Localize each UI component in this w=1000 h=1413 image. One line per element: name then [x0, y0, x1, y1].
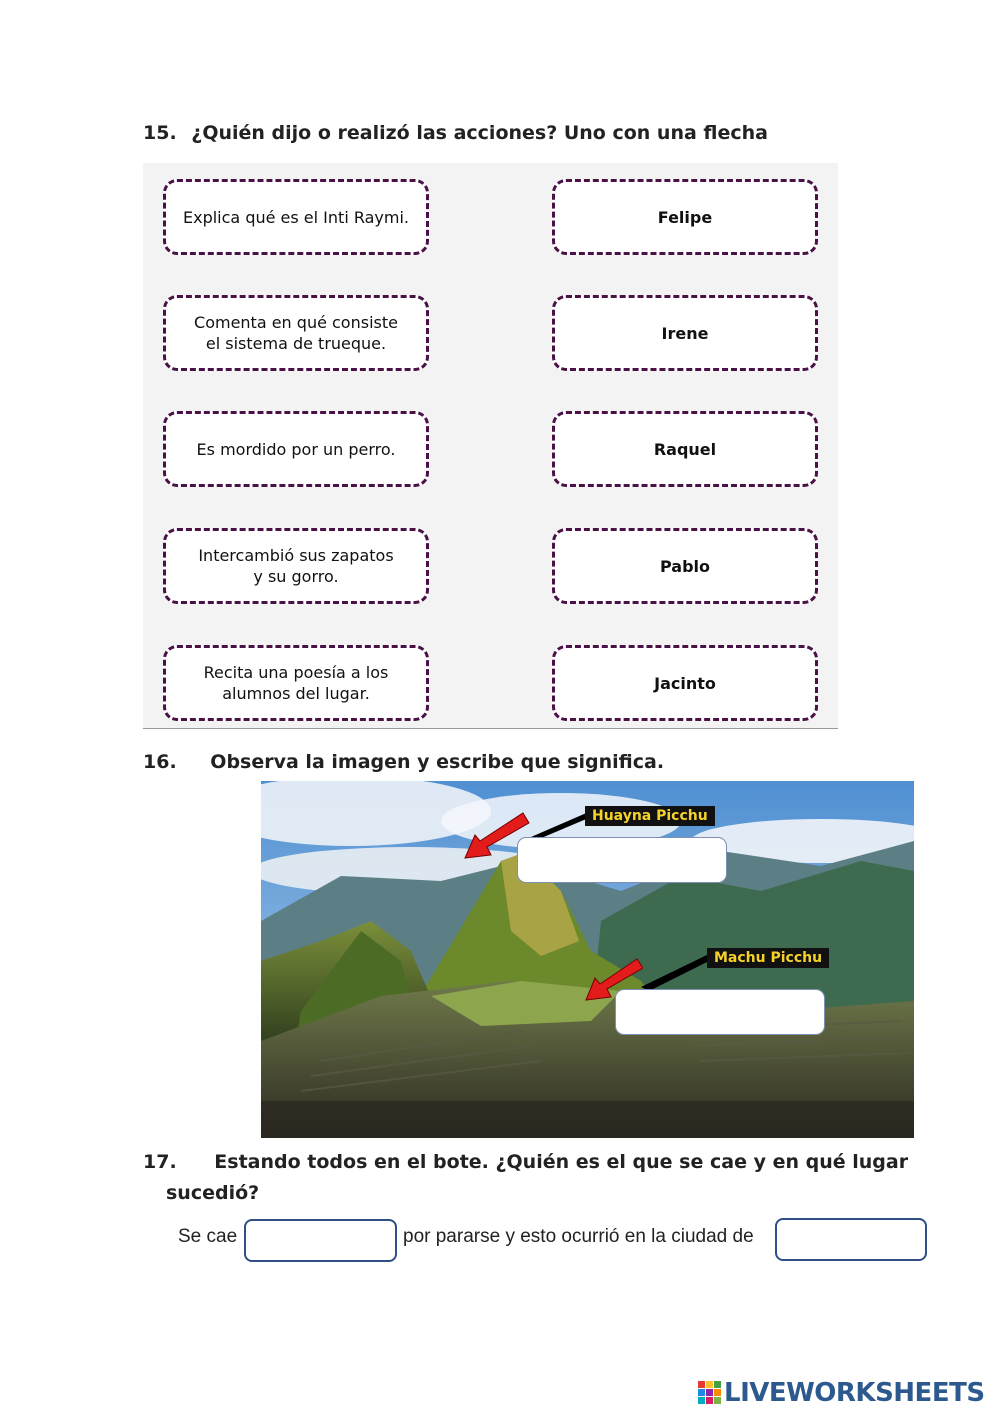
action-card-4[interactable]: Intercambió sus zapatos y su gorro. — [163, 528, 429, 604]
q17-number: 17. — [143, 1151, 177, 1173]
name-card-raquel[interactable]: Raquel — [552, 411, 818, 487]
city-field[interactable] — [775, 1218, 927, 1261]
brand-text: LIVEWORKSHEETS — [724, 1378, 985, 1408]
name-card-irene[interactable]: Irene — [552, 295, 818, 371]
action-card-3[interactable]: Es mordido por un perro. — [163, 411, 429, 487]
name-card-felipe[interactable]: Felipe — [552, 179, 818, 255]
action-card-2[interactable]: Comenta en qué consiste el sistema de trueque. — [163, 295, 429, 371]
q15-title: ¿Quién dijo o realizó las acciones? Uno con una flecha — [191, 122, 769, 144]
liveworksheets-logo-icon — [698, 1381, 722, 1405]
q16-heading — [143, 751, 664, 773]
machu-picchu-photo — [261, 781, 914, 1138]
name-card-pablo[interactable]: Pablo — [552, 528, 818, 604]
huayna-picchu-answer-field[interactable] — [517, 837, 727, 883]
q16-title: Observa la imagen y escribe que significa. — [210, 751, 665, 773]
machu-picchu-tag: Machu Picchu — [707, 948, 829, 968]
action-card-1[interactable]: Explica qué es el Inti Raymi. — [163, 179, 429, 255]
q17-sentence-middle: por pararse y esto ocurrió en la ciudad de — [403, 1226, 754, 1247]
pointer-line — [641, 953, 711, 993]
q15-heading — [143, 122, 768, 144]
liveworksheets-brand — [698, 1378, 985, 1408]
q17-sentence-start: Se cae — [178, 1226, 238, 1247]
q17-title: Estando todos en el bote. ¿Quién es el que se cae y en qué lugar — [214, 1151, 909, 1173]
name-card-jacinto[interactable]: Jacinto — [552, 645, 818, 721]
machu-picchu-answer-field[interactable] — [615, 989, 825, 1035]
action-card-5[interactable]: Recita una poesía a los alumnos del lugar. — [163, 645, 429, 721]
who-falls-field[interactable] — [244, 1219, 397, 1262]
q16-number: 16. — [143, 751, 177, 773]
q17-heading-line2: sucedió? — [166, 1182, 260, 1204]
huayna-picchu-tag: Huayna Picchu — [585, 806, 715, 826]
q15-number: 15. — [143, 122, 177, 144]
matching-panel — [143, 163, 838, 729]
q17-heading — [143, 1151, 908, 1173]
